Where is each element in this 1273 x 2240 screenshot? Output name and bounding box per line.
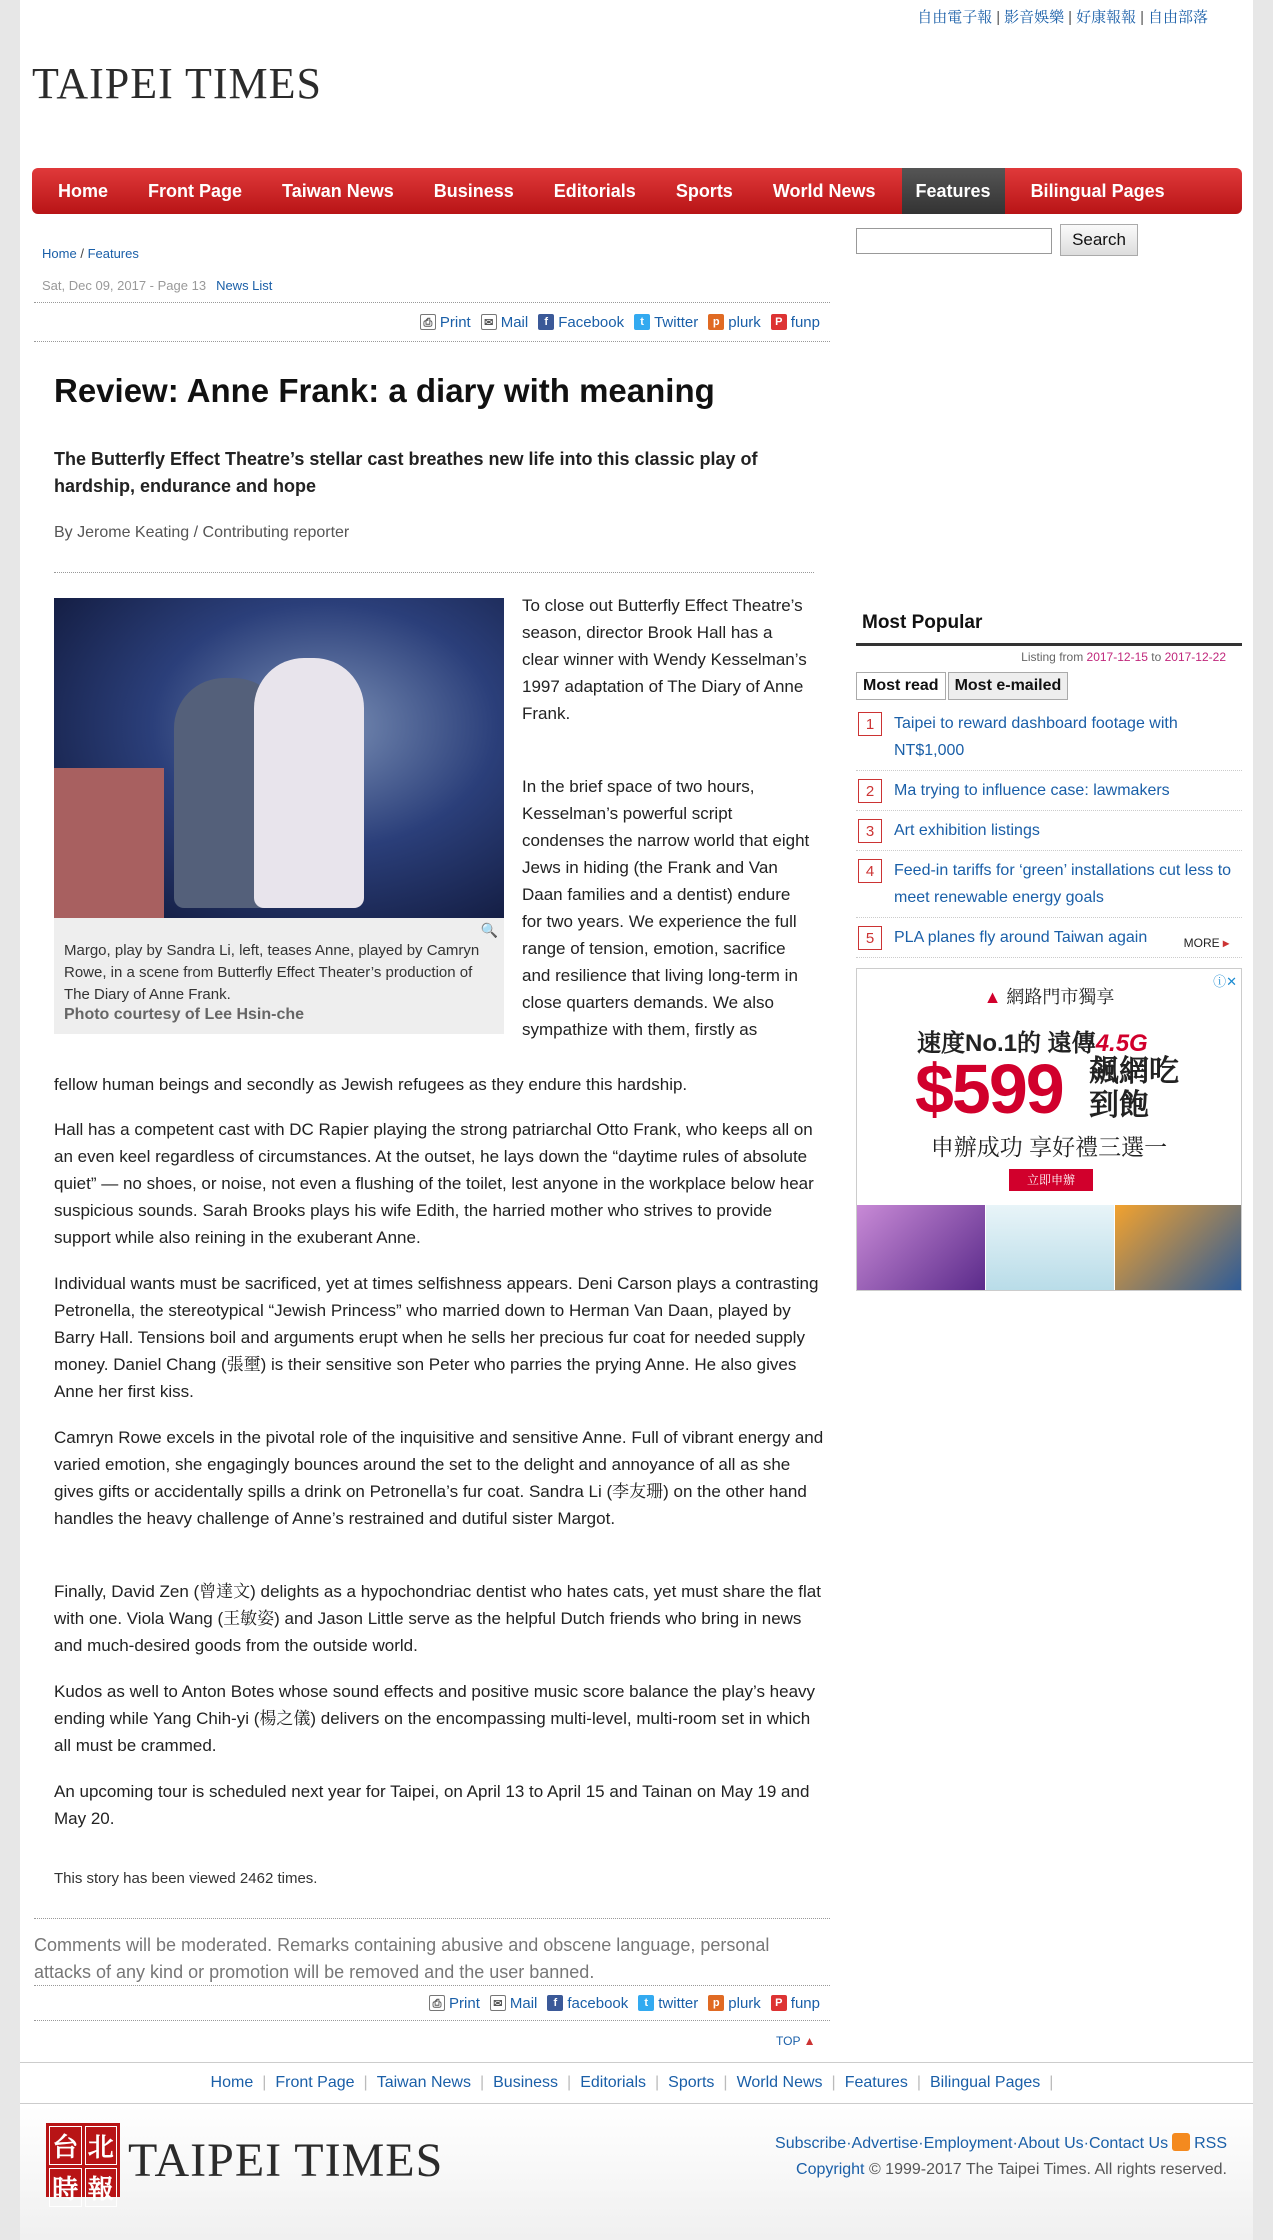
article-paragraph: Finally, David Zen (曾達文) delights as a hypochondriac dentist who hates cats, yet must share the flat with one. Viola Wang (王敏姿) and Jason Little serve as the helpful Dutch friends who bring in news and much-desired goods from the outside world. <box>54 1582 821 1655</box>
funp-icon: P <box>771 1995 787 2011</box>
ad-price: $599 <box>915 1050 1063 1128</box>
rank-badge: 2 <box>858 779 882 803</box>
footer-nav-taiwan-news[interactable]: Taiwan News <box>376 2074 471 2091</box>
footer-nav-editorials[interactable]: Editorials <box>580 2074 647 2091</box>
twitter-icon: t <box>638 1995 654 2011</box>
back-to-top-link[interactable]: TOP ▲ <box>776 2034 816 2048</box>
ad-offer: 申辦成功 享好禮三選一 <box>930 1134 1168 1160</box>
article-paragraph: An upcoming tour is scheduled next year for Taipei, on April 13 to April 15 and Tainan on May 19 and May 20. <box>54 1782 810 1828</box>
article-paragraph: Individual wants must be sacrificed, yet at times selfishness appears. Deni Carson plays a contrasting Petronella, the stereotypical “Jewish Princess” who married down to Herman Van Daan, played by Barry Hall. Tensions boil and arguments erupt when he sells her precious fur coat for needed supply money. Daniel Chang (張壐) is their sensitive son Peter who parries the prying Anne. He also gives Anne her first kiss. <box>54 1274 819 1401</box>
share-bar-top <box>34 302 830 342</box>
printer-icon: ⎙ <box>429 1995 445 2011</box>
view-count: This story has been viewed 2462 times. <box>54 1870 318 1887</box>
page <box>20 0 1253 2240</box>
share-print[interactable]: ⎙ Print <box>429 1995 480 2012</box>
footer-link-rss[interactable]: RSS <box>1194 2135 1227 2152</box>
ad-apply-button[interactable]: 立即申辦 <box>1009 1169 1093 1191</box>
article-paragraph: To close out Butterfly Effect Theatre’s season, director Brook Hall has a clear winner with Wendy Kesselman’s 1997 adaptation of The Diary of Anne Frank. <box>522 596 807 723</box>
breadcrumb <box>42 246 139 261</box>
popular-link[interactable]: Feed-in tariffs for ‘green’ installations cut less to meet renewable energy goals <box>894 862 1232 906</box>
popular-link[interactable]: Taipei to reward dashboard footage with NT$1,000 <box>894 715 1178 759</box>
breadcrumb-separator: / <box>80 246 84 261</box>
most-popular-range: Listing from 2017-12-15 to 2017-12-22 <box>1021 650 1226 664</box>
divider <box>54 572 814 573</box>
photo-credit: Photo courtesy of Lee Hsin-che <box>64 1006 305 1023</box>
list-item[interactable] <box>856 851 1242 918</box>
footer-nav-home[interactable]: Home <box>210 2074 254 2091</box>
footer-nav-features[interactable]: Features <box>844 2074 908 2091</box>
ad-info-close-icon[interactable]: ⓘ✕ <box>1213 974 1237 989</box>
footer-nav-world-news[interactable]: World News <box>736 2074 823 2091</box>
most-popular-list <box>856 704 1242 958</box>
tab-most-read[interactable]: Most read <box>856 672 946 700</box>
share-mail[interactable]: ✉ Mail <box>481 314 529 331</box>
breadcrumb-features[interactable]: Features <box>87 246 139 261</box>
share-funp[interactable]: P funp <box>771 1995 820 2012</box>
share-mail[interactable]: ✉ Mail <box>490 1995 538 2012</box>
nav-front-page[interactable]: Front Page <box>148 180 243 201</box>
search-button[interactable]: Search <box>1060 224 1138 256</box>
share-funp[interactable]: P funp <box>771 314 820 331</box>
most-popular-title: Most Popular <box>862 612 983 633</box>
footer <box>20 2105 1253 2240</box>
nav-home[interactable]: Home <box>58 180 109 201</box>
copyright: Copyright © 1999-2017 The Taipei Times. All rights reserved. <box>796 2161 1227 2178</box>
footer-nav-business[interactable]: Business <box>493 2074 559 2091</box>
footer-nav-bilingual-pages[interactable]: Bilingual Pages <box>929 2074 1041 2091</box>
article-photo-box <box>54 598 504 1034</box>
mail-icon: ✉ <box>481 314 497 330</box>
footer-link-about-us[interactable]: About Us <box>1017 2135 1084 2152</box>
article-paragraph: Camryn Rowe excels in the pivotal role of the inquisitive and sensitive Anne. Full of vibrant energy and varied emotion, she engagingly bounces around the set to the delight and annoyance of all as she gives gifts or accidentally spills a drink on Petronella’s fur coat. Sandra Li (李友珊) on the other hand handles the heavy challenge of Anne’s restrained and dutiful sister Margot. <box>54 1428 824 1528</box>
share-bar-bottom <box>34 1985 830 2021</box>
divider <box>34 1918 830 1919</box>
footer-nav-front-page[interactable]: Front Page <box>275 2074 355 2091</box>
tab-most-emailed[interactable]: Most e-mailed <box>948 672 1069 700</box>
footer-link-advertise[interactable]: Advertise <box>851 2135 919 2152</box>
facebook-icon: f <box>538 314 554 330</box>
search-input[interactable] <box>856 228 1052 254</box>
article-subhead: The Butterfly Effect Theatre’s stellar cast breathes new life into this classic play of hardship, endurance and hope <box>54 449 758 496</box>
ad-product-purifier <box>986 1205 1114 1291</box>
share-facebook[interactable]: f facebook <box>547 1995 628 2012</box>
nav-features[interactable]: Features <box>902 168 1005 214</box>
more-link[interactable]: MORE ▸ <box>1183 936 1229 950</box>
news-list-link[interactable]: News List <box>216 278 273 293</box>
plurk-icon: p <box>708 314 724 330</box>
popular-link[interactable]: PLA planes fly around Taiwan again <box>894 929 1148 946</box>
ad-product-vacuum <box>857 1205 985 1291</box>
share-plurk[interactable]: p plurk <box>708 314 761 331</box>
ad-product-gift <box>1115 1205 1242 1291</box>
rank-badge: 3 <box>858 819 882 843</box>
ad-speed: 速度No.1的 遠傳4.5G <box>917 1030 1148 1057</box>
arrow-up-icon: ▲ <box>803 2034 816 2048</box>
footer-link-subscribe[interactable]: Subscribe <box>775 2135 847 2152</box>
nav-sports[interactable]: Sports <box>675 180 733 201</box>
nav-bilingual-pages[interactable]: Bilingual Pages <box>1030 180 1165 201</box>
footer-nav-sports[interactable]: Sports <box>668 2074 715 2091</box>
top-links: 自由電子報 | 影音娛樂 | 好康報報 | 自由部落 <box>917 9 1208 26</box>
rank-badge: 1 <box>858 712 882 736</box>
breadcrumb-home[interactable]: Home <box>42 246 77 261</box>
article-paragraph: Hall has a competent cast with DC Rapier playing the strong patriarchal Otto Frank, who keeps all on an even keel regardless of circumstances. At the outset, he lays down the “daytime rules of absolute quiet” — no shoes, or noise, not even a flushing of the toilet, lest anyone in the workplace below hear suspicious sounds. Sarah Brooks plays his wife Edith, the harried mother who strives to provide support while also reining in the exuberant Anne. <box>54 1120 814 1247</box>
share-print[interactable]: ⎙ Print <box>420 314 471 331</box>
list-item[interactable] <box>856 811 1242 851</box>
share-twitter[interactable]: t twitter <box>638 1995 698 2012</box>
facebook-icon: f <box>547 1995 563 2011</box>
comments-notice: Comments will be moderated. Remarks containing abusive and obscene language, personal attacks of any kind or promotion will be removed and the user banned. <box>34 1935 770 1982</box>
plurk-icon: p <box>708 1995 724 2011</box>
rss-icon[interactable] <box>1172 2133 1190 2151</box>
mail-icon: ✉ <box>490 1995 506 2011</box>
article-title: Review: Anne Frank: a diary with meaning <box>54 372 715 409</box>
funp-icon: P <box>771 314 787 330</box>
article-byline: By Jerome Keating / Contributing reporter <box>54 524 350 541</box>
list-item[interactable] <box>856 771 1242 811</box>
nav-business[interactable]: Business <box>433 180 514 201</box>
footer-logo-text: TAIPEI TIMES <box>128 2133 444 2187</box>
footer-link-employment[interactable]: Employment <box>923 2135 1013 2152</box>
printer-icon: ⎙ <box>420 314 436 330</box>
photo-caption: Margo, play by Sandra Li, left, teases Anne, played by Camryn Rowe, in a scene from Butterfly Effect Theater’s production of The Diary of Anne Frank. <box>64 942 480 1003</box>
popular-link[interactable]: Art exhibition listings <box>894 822 1040 839</box>
twitter-icon: t <box>634 314 650 330</box>
nav-world-news[interactable]: World News <box>772 180 876 201</box>
share-plurk[interactable]: p plurk <box>708 1995 761 2012</box>
popular-link[interactable]: Ma trying to influence case: lawmakers <box>894 782 1170 799</box>
dateline <box>42 278 272 293</box>
article-paragraph: fellow human beings and secondly as Jewish refugees as they endure this hardship. <box>54 1075 688 1094</box>
ad-brand: ▲ 網路門市獨享 <box>983 987 1115 1007</box>
top-link-blog[interactable]: 自由部落 <box>1147 9 1208 26</box>
nav-editorials[interactable]: Editorials <box>553 180 636 201</box>
article-paragraph: In the brief space of two hours, Kesselman’s powerful script condenses the narrow world that eight Jews in hiding (the Frank and Van Daan families and a dentist) endure for two years. We experience the full range of tension, emotion, sacrifice and resilience that living long-term in close quarters demands. We also sympathize with them, firstly as <box>522 777 810 1039</box>
footer-nav: Home | Front Page | Taiwan News | Business | Editorials | Sports | World News | Features | Bilingual Pages | <box>20 2062 1253 2104</box>
share-twitter[interactable]: t Twitter <box>634 314 698 331</box>
footer-link-contact-us[interactable]: Contact Us <box>1088 2135 1169 2152</box>
article-photo[interactable] <box>54 598 504 918</box>
zoom-icon[interactable]: 🔍 <box>480 922 498 938</box>
copyright-link[interactable]: Copyright <box>796 2161 865 2178</box>
ad-unlimited: 飆網吃到飽 <box>1089 1055 1179 1122</box>
site-logo[interactable]: TAIPEI TIMES <box>32 59 322 108</box>
footer-links: Subscribe·Advertise·Employment·About Us·Contact Us RSS <box>775 2135 1227 2152</box>
seal-logo-icon: 台 北 時 報 <box>46 2123 120 2197</box>
arrow-right-icon: ▸ <box>1222 936 1229 950</box>
divider <box>856 643 1242 646</box>
nav-taiwan-news[interactable]: Taiwan News <box>282 180 394 201</box>
share-facebook[interactable]: f Facebook <box>538 314 624 331</box>
top-link-video[interactable]: 影音娛樂 <box>1004 9 1065 26</box>
publish-date: Sat, Dec 09, 2017 - Page 13 <box>42 278 207 293</box>
rank-badge: 4 <box>858 859 882 883</box>
article-paragraph: Kudos as well to Anton Botes whose sound effects and positive music score balance the play’s heavy ending while Yang Chih-yi (楊之儀) delivers on the encompassing multi-level, multi-room set in which all must be crammed. <box>54 1682 816 1755</box>
list-item[interactable] <box>856 704 1242 771</box>
advertisement[interactable] <box>856 968 1242 1291</box>
rank-badge: 5 <box>858 926 882 950</box>
top-link-deals[interactable]: 好康報報 <box>1076 9 1137 26</box>
most-popular-tabs <box>856 672 1070 700</box>
footer-logo[interactable] <box>46 2123 444 2204</box>
main-nav <box>32 168 1242 214</box>
top-link-ltn-epaper[interactable]: 自由電子報 <box>917 9 993 26</box>
fetnet-logo-icon: ▲ <box>983 987 1002 1007</box>
